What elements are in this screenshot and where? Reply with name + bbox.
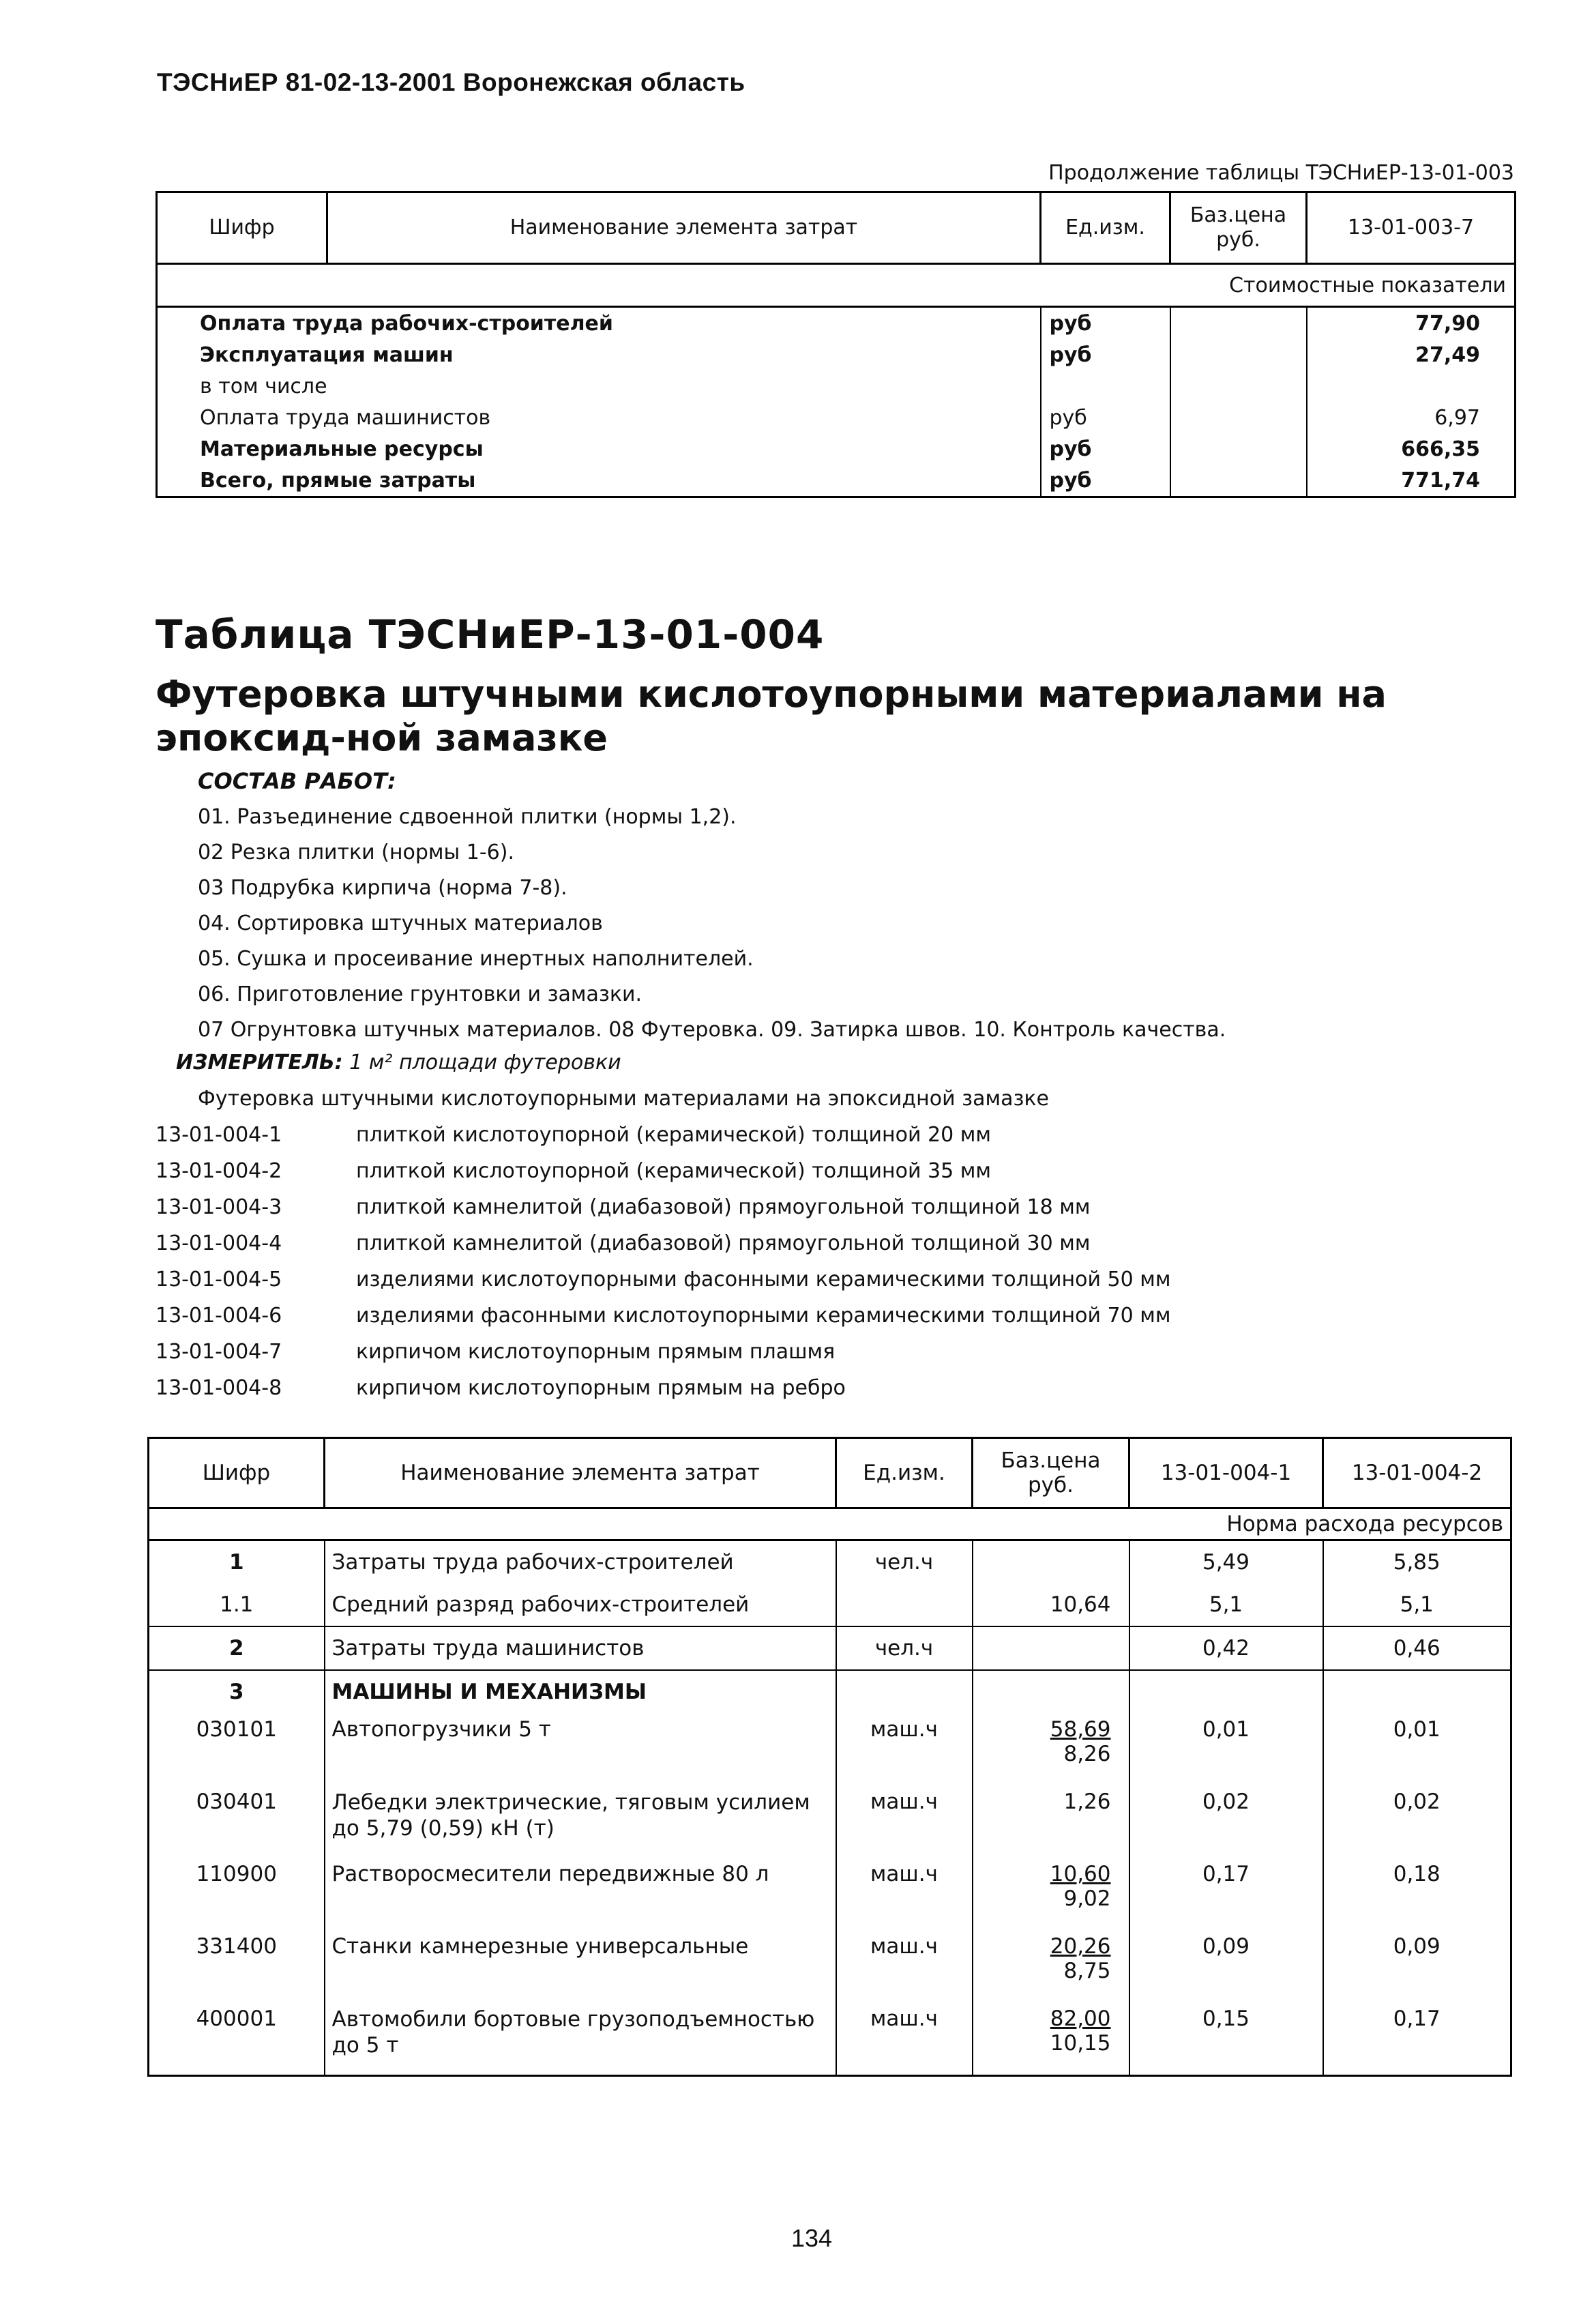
work-item: 04. Сортировка штучных материалов <box>198 911 603 935</box>
norm-description: изделиями фасонными кислотоупорными керамическими толщиной 70 мм <box>356 1304 1171 1328</box>
cell-value-1 <box>1129 1670 1323 1713</box>
cell-value-1: 0,17 <box>1129 1858 1323 1930</box>
row-name: Оплата труда машинистов <box>157 402 1041 433</box>
cell-name: Средний разряд рабочих-строителей <box>325 1583 836 1626</box>
cell-name: МАШИНЫ И МЕХАНИЗМЫ <box>325 1670 836 1713</box>
row-value: 771,74 <box>1307 465 1516 497</box>
table-title: Таблица ТЭСНиЕР-13-01-004 <box>156 611 825 658</box>
row-value: 666,35 <box>1307 433 1516 465</box>
code-line <box>156 1376 846 1400</box>
cell-name: Автомобили бортовые грузоподъемностью до 5 т <box>325 2002 836 2076</box>
cell-unit: маш.ч <box>836 2002 973 2076</box>
table-row <box>149 1670 1511 1713</box>
document-header: ТЭСНиЕР 81-02-13-2001 Воронежская область <box>157 68 745 96</box>
cell-unit: маш.ч <box>836 1713 973 1785</box>
column-header: Шифр <box>157 192 327 264</box>
cell-value-2: 0,46 <box>1323 1626 1511 1670</box>
row-name: Материальные ресурсы <box>157 433 1041 465</box>
table-row <box>149 2002 1511 2076</box>
table-row <box>157 370 1516 402</box>
row-unit: руб <box>1041 339 1170 370</box>
cell-price <box>973 2002 1129 2076</box>
table-row <box>149 1785 1511 1858</box>
work-item: 02 Резка плитки (нормы 1-6). <box>198 841 514 864</box>
cell-price <box>973 1785 1129 1858</box>
cell-name: Затраты труда рабочих-строителей <box>325 1540 836 1584</box>
table-subtitle: Футеровка штучными кислотоупорными материалами на эпоксид-ной замазке <box>156 673 1387 759</box>
table-row <box>149 1583 1511 1626</box>
norm-code: 13-01-004-4 <box>156 1231 282 1255</box>
cell-code: 2 <box>149 1626 325 1670</box>
row-name: в том числе <box>157 370 1041 402</box>
norm-code: 13-01-004-3 <box>156 1195 282 1219</box>
cell-price <box>973 1670 1129 1713</box>
cell-price <box>973 1540 1129 1584</box>
row-unit: руб <box>1041 402 1170 433</box>
table-header-row <box>157 192 1516 264</box>
column-header: Наименование элемента затрат <box>325 1438 836 1508</box>
table-subheader-row <box>149 1508 1511 1540</box>
work-item: 01. Разъединение сдвоенной плитки (нормы 1,2). <box>198 805 737 829</box>
cell-value-2: 0,09 <box>1323 1930 1511 2002</box>
cell-code: 400001 <box>149 2002 325 2076</box>
subheader-spacer <box>157 264 1170 307</box>
work-item: 07 Огрунтовка штучных материалов. 08 Футеровка. 09. Затирка швов. 10. Контроль качества. <box>198 1018 1226 1042</box>
norm-description: плиткой камнелитой (диабазовой) прямоугольной толщиной 30 мм <box>356 1231 1091 1255</box>
row-name: Оплата труда рабочих-строителей <box>157 307 1041 340</box>
column-header: Наименование элемента затрат <box>327 192 1041 264</box>
row-unit: руб <box>1041 465 1170 497</box>
column-header: Ед.изм. <box>836 1438 973 1508</box>
cell-value-1: 0,01 <box>1129 1713 1323 1785</box>
cell-code: 030401 <box>149 1785 325 1858</box>
price-wage: 10,15 <box>1050 2031 1111 2056</box>
cell-unit: маш.ч <box>836 1785 973 1858</box>
cost-indicators-table <box>156 191 1516 498</box>
cell-unit: чел.ч <box>836 1626 973 1670</box>
row-value <box>1307 370 1516 402</box>
code-line <box>156 1123 991 1147</box>
price-wage: 8,75 <box>1063 1959 1111 1983</box>
code-line <box>156 1195 1090 1219</box>
table-subheader-row <box>157 264 1516 307</box>
resource-norms-table <box>147 1437 1512 2077</box>
norm-description: плиткой камнелитой (диабазовой) прямоугольной толщиной 18 мм <box>356 1195 1091 1219</box>
cell-unit <box>836 1583 973 1626</box>
cell-unit: маш.ч <box>836 1858 973 1930</box>
table-header-row <box>149 1438 1511 1508</box>
table-row <box>157 402 1516 433</box>
measure-value: 1 м² площади футеровки <box>349 1051 621 1075</box>
norm-code: 13-01-004-2 <box>156 1159 282 1183</box>
row-value: 6,97 <box>1307 402 1516 433</box>
cell-name: Лебедки электрические, тяговым усилием до 5,79 (0,59) кН (т) <box>325 1785 836 1858</box>
column-header: Баз.цена руб. <box>973 1438 1129 1508</box>
cell-unit <box>836 1670 973 1713</box>
row-value: 77,90 <box>1307 307 1516 340</box>
table-row <box>157 307 1516 340</box>
code-line <box>156 1304 1171 1328</box>
code-line <box>156 1268 1171 1291</box>
row-base-price <box>1170 370 1307 402</box>
work-item: 03 Подрубка кирпича (норма 7-8). <box>198 876 567 900</box>
cell-code: 110900 <box>149 1858 325 1930</box>
cell-code: 1 <box>149 1540 325 1584</box>
cell-price <box>973 1713 1129 1785</box>
composition-heading: СОСТАВ РАБОТ: <box>198 768 396 794</box>
column-header: Баз.цена руб. <box>1170 192 1307 264</box>
cell-value-1: 0,09 <box>1129 1930 1323 2002</box>
price-base: 10,60 <box>1050 1862 1111 1886</box>
norm-description: плиткой кислотоупорной (керамической) толщиной 35 мм <box>356 1159 991 1183</box>
column-header: 13-01-004-2 <box>1323 1438 1511 1508</box>
price-wage: 8,26 <box>1063 1742 1111 1766</box>
row-unit: руб <box>1041 307 1170 340</box>
cell-price <box>973 1930 1129 2002</box>
norm-code: 13-01-004-1 <box>156 1123 282 1147</box>
column-header: 13-01-003-7 <box>1307 192 1516 264</box>
price-base: 1,26 <box>1063 1789 1111 1814</box>
cell-value-2: 0,18 <box>1323 1858 1511 1930</box>
cell-name: Станки камнерезные универсальные <box>325 1930 836 2002</box>
cell-value-2: 0,02 <box>1323 1785 1511 1858</box>
subheader-label: Норма расхода ресурсов <box>1129 1508 1511 1540</box>
price-base: 58,69 <box>1050 1717 1111 1742</box>
cell-value-1: 0,42 <box>1129 1626 1323 1670</box>
cell-unit: маш.ч <box>836 1930 973 2002</box>
cell-unit: чел.ч <box>836 1540 973 1584</box>
norm-description: кирпичом кислотоупорным прямым на ребро <box>356 1376 846 1400</box>
row-base-price <box>1170 433 1307 465</box>
cell-name: Затраты труда машинистов <box>325 1626 836 1670</box>
cell-code: 1.1 <box>149 1583 325 1626</box>
cell-code: 3 <box>149 1670 325 1713</box>
code-line <box>156 1231 1090 1255</box>
table-row <box>149 1626 1511 1670</box>
row-base-price <box>1170 465 1307 497</box>
norm-code: 13-01-004-7 <box>156 1340 282 1364</box>
subheader-spacer <box>149 1508 1129 1540</box>
table-row <box>157 433 1516 465</box>
cell-value-1: 5,49 <box>1129 1540 1323 1584</box>
price-wage: 9,02 <box>1063 1886 1111 1911</box>
row-value: 27,49 <box>1307 339 1516 370</box>
column-header: Ед.изм. <box>1041 192 1170 264</box>
row-name: Всего, прямые затраты <box>157 465 1041 497</box>
table-row <box>149 1540 1511 1584</box>
cell-value-2: 5,1 <box>1323 1583 1511 1626</box>
table-row <box>157 465 1516 497</box>
table-row <box>149 1858 1511 1930</box>
cell-value-1: 0,15 <box>1129 2002 1323 2076</box>
row-unit: руб <box>1041 433 1170 465</box>
row-unit <box>1041 370 1170 402</box>
row-base-price <box>1170 339 1307 370</box>
cell-code: 331400 <box>149 1930 325 2002</box>
subheader-label: Стоимостные показатели <box>1170 264 1516 307</box>
cell-value-2: 0,01 <box>1323 1713 1511 1785</box>
norm-code: 13-01-004-5 <box>156 1268 282 1291</box>
cell-value-2: 0,17 <box>1323 2002 1511 2076</box>
price-base: 82,00 <box>1050 2006 1111 2031</box>
cell-price <box>973 1626 1129 1670</box>
work-item: 05. Сушка и просеивание инертных наполнителей. <box>198 947 754 971</box>
column-header: Шифр <box>149 1438 325 1508</box>
cell-value-1: 5,1 <box>1129 1583 1323 1626</box>
cell-value-2 <box>1323 1670 1511 1713</box>
code-line <box>156 1159 991 1183</box>
norm-description: плиткой кислотоупорной (керамической) толщиной 20 мм <box>356 1123 991 1147</box>
cell-value-2: 5,85 <box>1323 1540 1511 1584</box>
price-base: 20,26 <box>1050 1934 1111 1959</box>
table-row <box>157 339 1516 370</box>
work-item: 06. Приготовление грунтовки и замазки. <box>198 982 642 1006</box>
table-row <box>149 1713 1511 1785</box>
cell-name: Растворосмесители передвижные 80 л <box>325 1858 836 1930</box>
norm-code: 13-01-004-8 <box>156 1376 282 1400</box>
column-header: 13-01-004-1 <box>1129 1438 1323 1508</box>
row-base-price <box>1170 307 1307 340</box>
cell-value-1: 0,02 <box>1129 1785 1323 1858</box>
cell-price <box>973 1858 1129 1930</box>
cell-name: Автопогрузчики 5 т <box>325 1713 836 1785</box>
norm-description: кирпичом кислотоупорным прямым плашмя <box>356 1340 836 1364</box>
measure-label: ИЗМЕРИТЕЛЬ: <box>176 1051 343 1075</box>
page-number: 134 <box>790 2224 833 2252</box>
cell-price: 10,64 <box>973 1583 1129 1626</box>
continuation-caption: Продолжение таблицы ТЭСНиЕР-13-01-003 <box>1048 161 1514 185</box>
row-name: Эксплуатация машин <box>157 339 1041 370</box>
cell-code: 030101 <box>149 1713 325 1785</box>
norm-description: изделиями кислотоупорными фасонными керамическими толщиной 50 мм <box>356 1268 1171 1291</box>
measure-line <box>176 1051 621 1075</box>
norm-code: 13-01-004-6 <box>156 1304 282 1328</box>
row-base-price <box>1170 402 1307 433</box>
table-row <box>149 1930 1511 2002</box>
intro-line: Футеровка штучными кислотоупорными материалами на эпоксидной замазке <box>198 1087 1050 1111</box>
code-line <box>156 1340 835 1364</box>
